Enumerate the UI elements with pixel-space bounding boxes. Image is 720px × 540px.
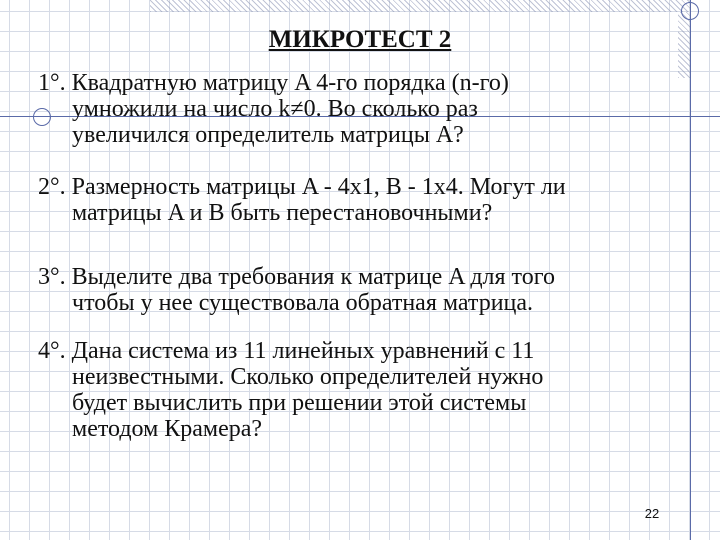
question-2 xyxy=(38,174,712,226)
decorative-circle-icon xyxy=(681,2,699,20)
question-line: 2°. Размерность матрицы A - 4x1, B - 1x4. Могут ли xyxy=(38,174,566,200)
question-1 xyxy=(38,70,712,148)
question-line: 1°. Квадратную матрицу A 4-го порядка (n-го) xyxy=(38,70,509,96)
question-line: 3°. Выделите два требования к матрице A для того xyxy=(38,264,555,290)
question-line: чтобы у нее существовала обратная матрица. xyxy=(72,290,534,316)
decorative-hatch-band xyxy=(150,0,690,12)
question-3 xyxy=(38,264,712,316)
question-4 xyxy=(38,338,712,442)
page-number: 22 xyxy=(644,506,660,521)
slide-title: МИКРОТЕСТ 2 xyxy=(268,26,452,53)
question-line: умножили на число k≠0. Во сколько раз xyxy=(72,96,478,122)
question-line: увеличился определитель матрицы A? xyxy=(72,122,464,148)
question-line: матрицы A и B быть перестановочными? xyxy=(72,200,493,226)
question-line: 4°. Дана система из 11 линейных уравнений с 11 xyxy=(38,338,535,364)
question-line: методом Крамера? xyxy=(72,416,263,442)
question-line: неизвестными. Сколько определителей нужно xyxy=(72,364,544,390)
question-line: будет вычислить при решении этой системы xyxy=(72,390,527,416)
